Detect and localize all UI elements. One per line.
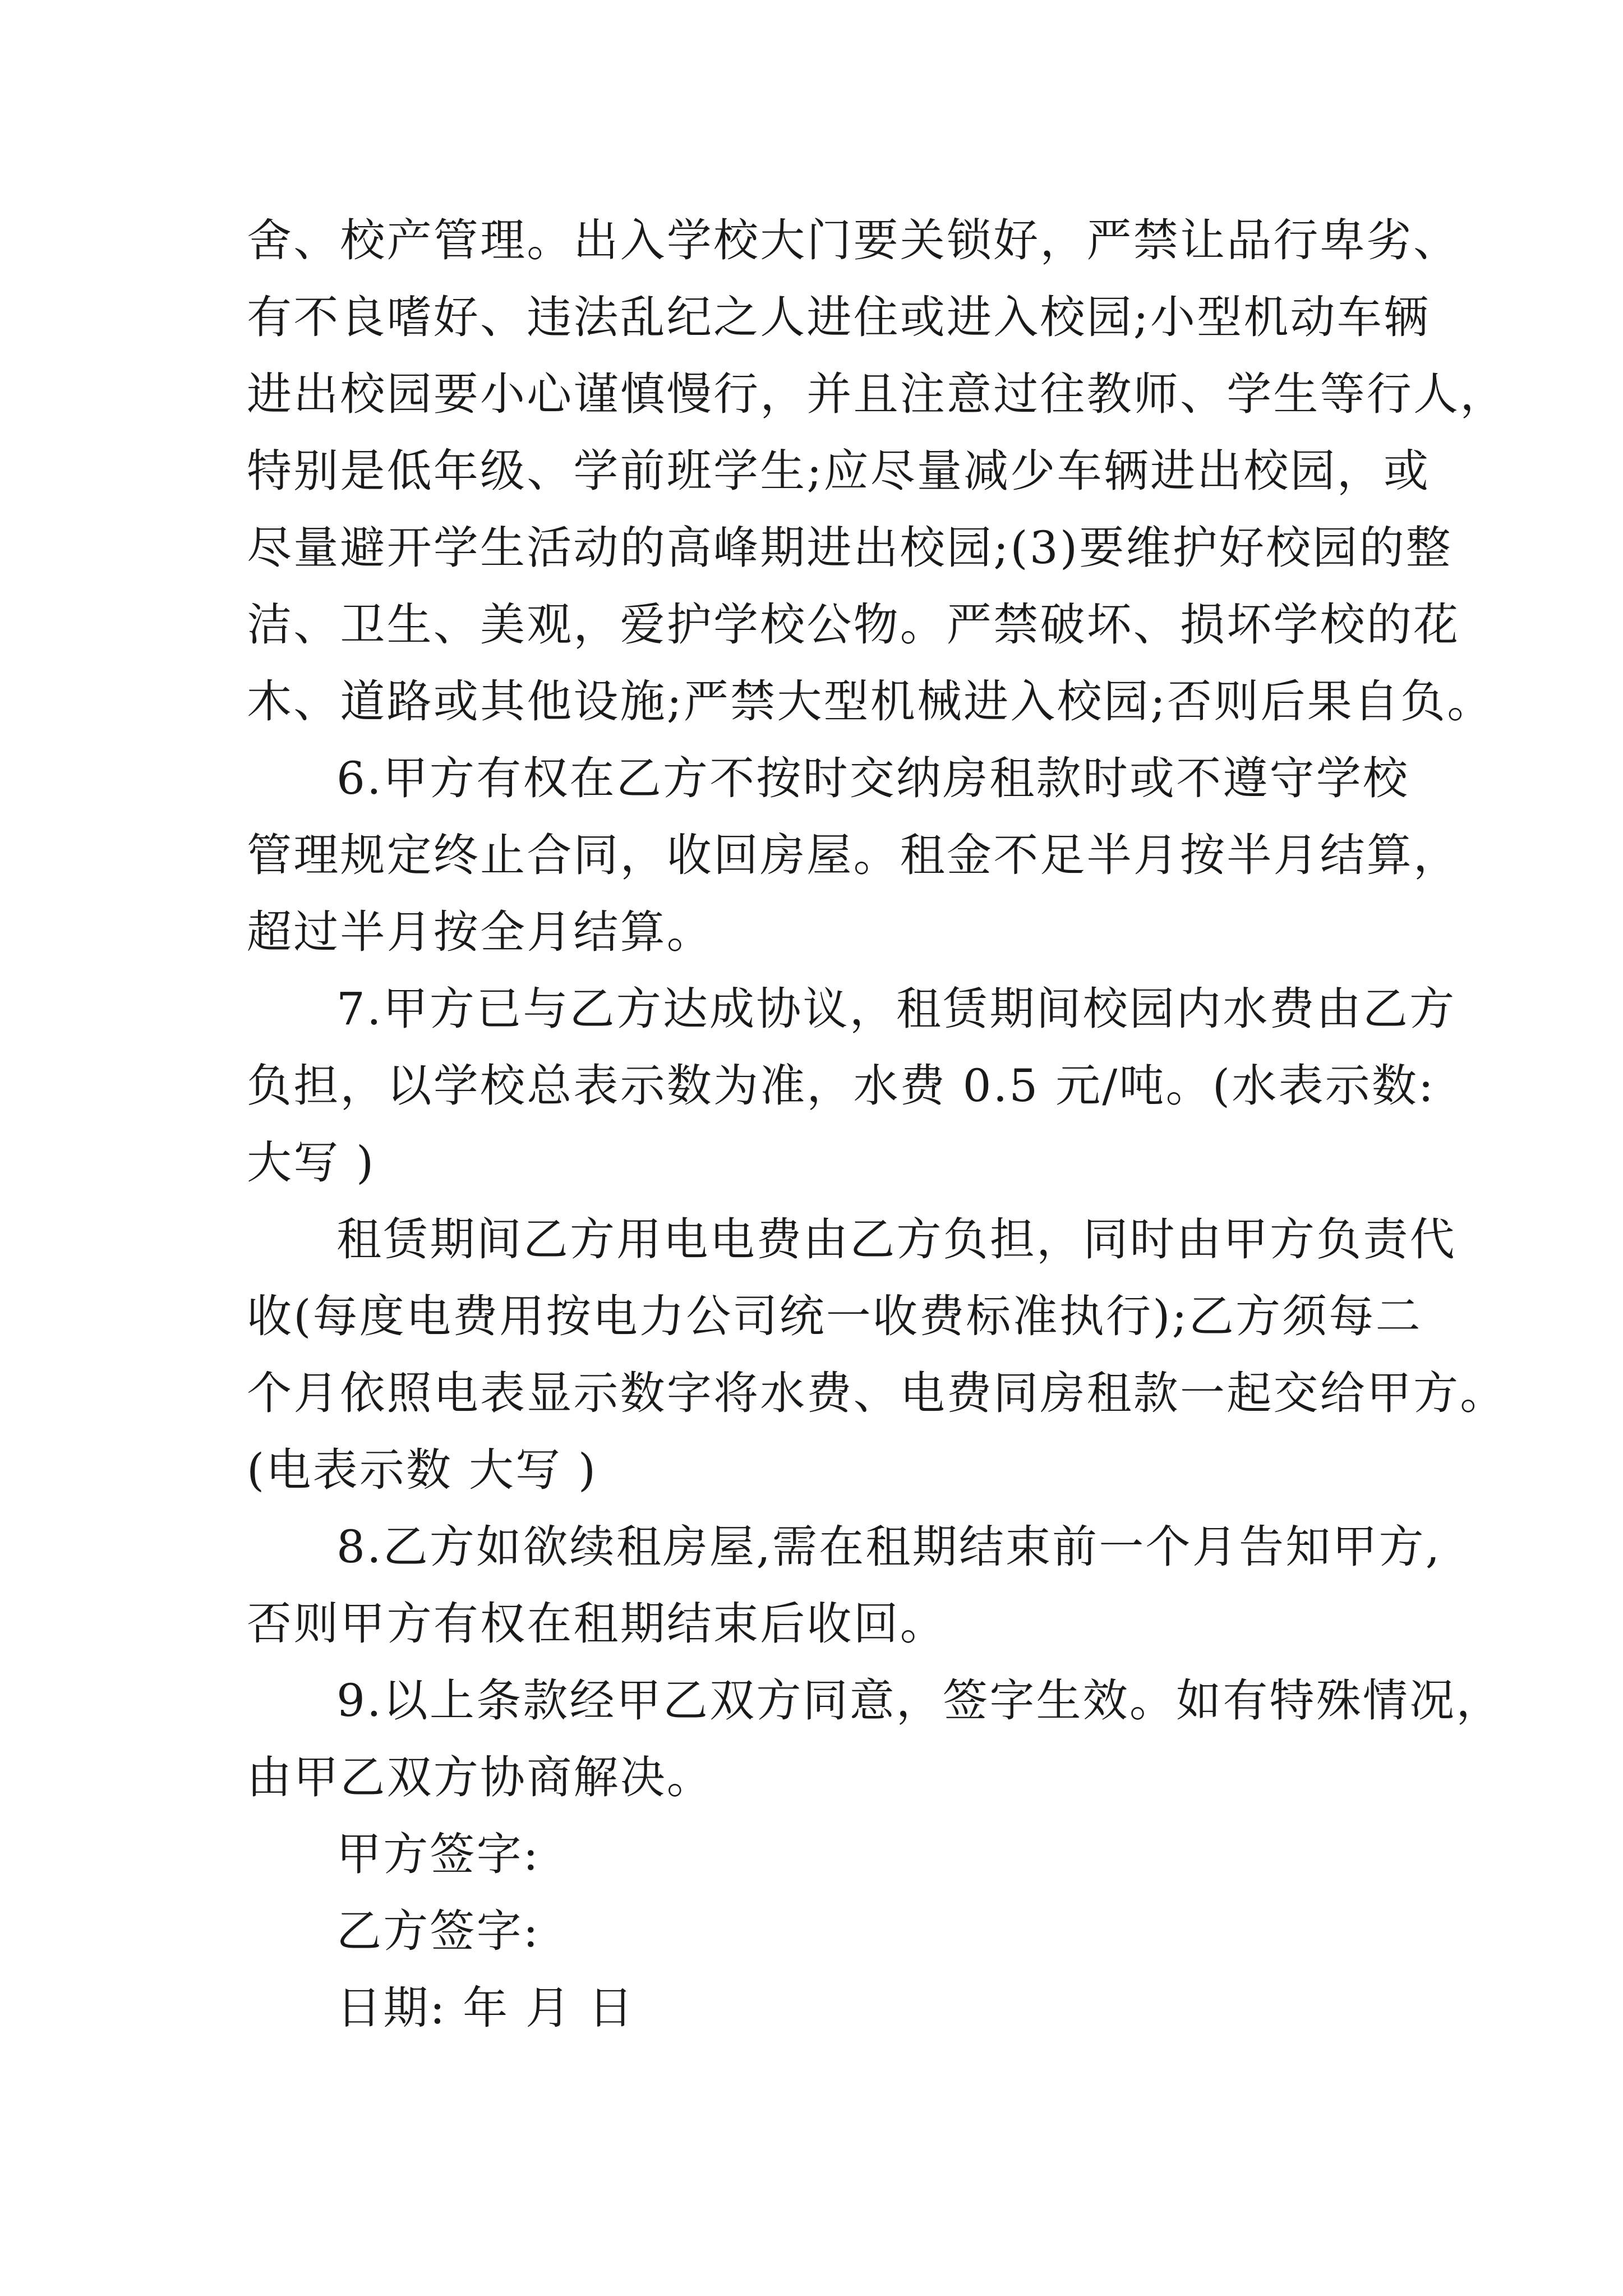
text-line: 个月依照电表显示数字将水费、电费同房租款一起交给甲方。 (247, 1367, 1507, 1419)
text-line: 日期: 年 月 日 (336, 1982, 635, 2034)
text-line: 进出校园要小心谨慎慢行，并且注意过往教师、学生等行人， (247, 368, 1507, 420)
text-line: 收(每度电费用按电力公司统一收费标准执行);乙方须每二 (247, 1290, 1422, 1342)
text-line: 8.乙方如欲续租房屋,需在租期结束前一个月告知甲方, (336, 1521, 1442, 1573)
text-line: 管理规定终止合同，收回房屋。租金不足半月按半月结算， (247, 829, 1460, 881)
text-line: 9.以上条款经甲乙双方同意，签字生效。如有特殊情况， (336, 1674, 1503, 1727)
text-line: 甲方签字: (336, 1828, 540, 1880)
text-line: 舍、校产管理。出入学校大门要关锁好，严禁让品行卑劣、 (247, 214, 1460, 266)
text-line: 特别是低年级、学前班学生;应尽量减少车辆进出校园，或 (247, 445, 1431, 497)
text-line: 由甲乙双方协商解决。 (247, 1751, 713, 1803)
text-line: 负担，以学校总表示数为准，水费 0.5 元/吨。(水表示数: (247, 1060, 1436, 1112)
document-body (247, 202, 1507, 2046)
text-line: 6.甲方有权在乙方不按时交纳房租款时或不遵守学校 (336, 752, 1410, 804)
text-line: 7.甲方已与乙方达成协议，租赁期间校园内水费由乙方 (336, 983, 1456, 1035)
text-line: (电表示数 大写 ) (247, 1444, 598, 1496)
text-line: 否则甲方有权在租期结束后收回。 (247, 1598, 947, 1650)
text-line: 大写 ) (247, 1137, 376, 1189)
text-line: 乙方签字: (336, 1905, 540, 1957)
text-line: 超过半月按全月结算。 (247, 906, 713, 958)
text-line: 租赁期间乙方用电电费由乙方负担，同时由甲方负责代 (336, 1213, 1456, 1266)
text-line: 尽量避开学生活动的高峰期进出校园;(3)要维护好校园的整 (247, 522, 1453, 574)
text-line: 木、道路或其他设施;严禁大型机械进入校园;否则后果自负。 (247, 675, 1494, 728)
text-line: 洁、卫生、美观，爱护学校公物。严禁破坏、损坏学校的花 (247, 599, 1460, 651)
text-line: 有不良嗜好、违法乱纪之人进住或进入校园;小型机动车辆 (247, 291, 1431, 343)
